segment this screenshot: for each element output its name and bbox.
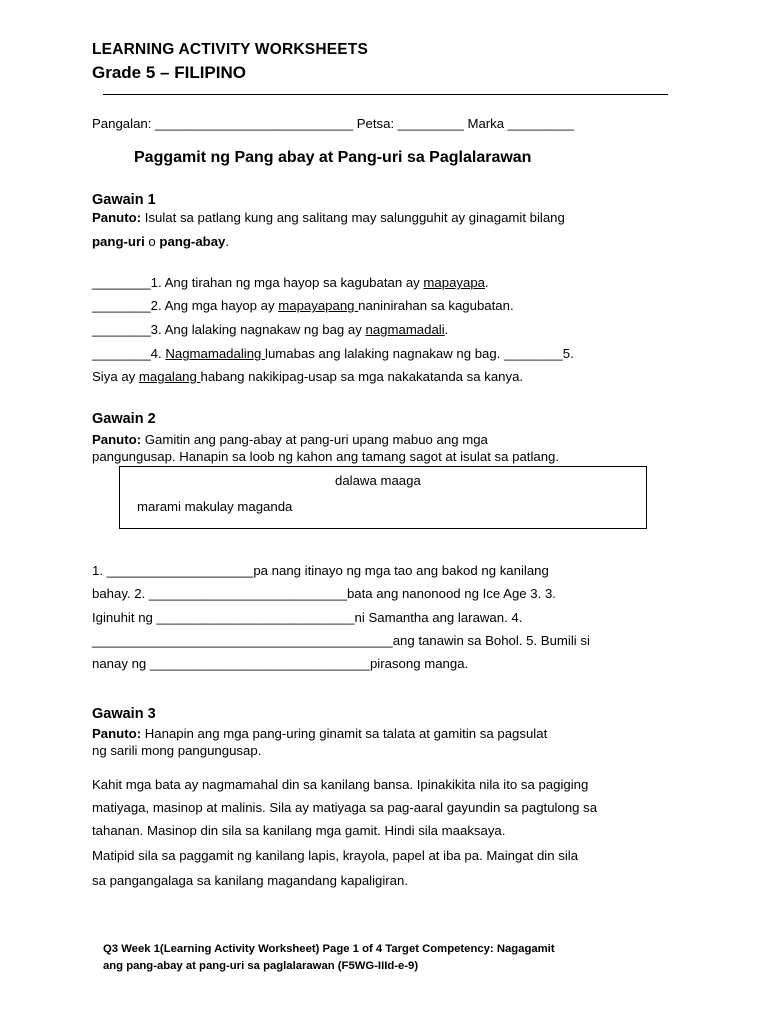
underlined-word: magalang (138, 369, 201, 384)
pang-uri-term: pang-uri (92, 234, 145, 249)
gawain1-item-3 (92, 322, 448, 337)
panuto-text: Hanapin ang mga pang-uring ginamit sa talata at gamitin sa pagsulat (141, 726, 548, 741)
gawain2-line-2: bahay. 2. ___________________________bata ang nanonood ng Ice Age 3. 3. (92, 586, 556, 601)
footer-line-2: ang pang-abay at pang-uri sa paglalarawan (F5WG-IIId-e-9) (103, 960, 419, 972)
paragraph-line-1: Kahit mga bata ay nagmamahal din sa kanilang bansa. Ipinakikita nila ito sa pagiging (92, 777, 589, 792)
paragraph-line-5: sa pangangalaga sa kanilang magandang kapaligiran. (92, 873, 409, 888)
gawain3-heading: Gawain 3 (92, 706, 156, 722)
item-text: ________1. Ang tirahan ng mga hayop sa kagubatan ay (92, 275, 424, 290)
gawain3-instruction-line2: ng sarili mong pangungusap. (92, 743, 262, 758)
panuto-text: Isulat sa patlang kung ang salitang may salungguhit ay ginagamit bilang (141, 210, 565, 225)
page-title: Paggamit ng Pang abay at Pang-uri sa Paglalarawan (134, 149, 532, 166)
grade-subject: Grade 5 – FILIPINO (92, 63, 246, 82)
gawain1-item-1 (92, 275, 489, 290)
gawain1-instruction (92, 210, 565, 225)
item-text: . (485, 275, 489, 290)
gawain1-heading: Gawain 1 (92, 192, 156, 208)
item-text: naninirahan sa kagubatan. (358, 298, 514, 313)
panuto-label: Panuto: (92, 210, 142, 225)
gawain1-item-5 (92, 369, 523, 384)
pang-abay-term: pang-abay (159, 234, 226, 249)
gawain2-heading: Gawain 2 (92, 411, 156, 427)
word-bank-line1: dalawa maaga (335, 473, 421, 488)
underlined-word: mapayapa (423, 275, 486, 290)
gawain2-instruction (92, 432, 488, 447)
gawain2-line-1: 1. ____________________pa nang itinayo ng mga tao ang bakod ng kanilang (92, 563, 549, 578)
gawain2-line-3: Iginuhit ng ___________________________ni Samantha ang larawan. 4. (92, 610, 523, 625)
item-text: ________3. Ang lalaking nagnakaw ng bag ay (92, 322, 366, 337)
underlined-word: nagmamadali (365, 322, 445, 337)
paragraph-line-3: tahanan. Masinop din sila sa kanilang mga gamit. Hindi sila maaksaya. (92, 823, 506, 838)
word-bank-box (119, 466, 647, 529)
item-text: habang nakikipag-usap sa mga nakakatanda sa kanya. (200, 369, 524, 384)
instr-connector: o (144, 234, 160, 249)
item-text: lumabas ang lalaking nagnakaw ng bag. ________5. (265, 346, 574, 361)
item-text: . (444, 322, 449, 337)
word-bank-line2: marami makulay maganda (137, 499, 293, 514)
gawain1-item-4 (92, 346, 574, 361)
underlined-word: Nagmamadaling (165, 346, 266, 361)
instr-end: . (225, 234, 230, 249)
paragraph-line-4: Matipid sila sa paggamit ng kanilang lapis, krayola, papel at iba pa. Maingat din sila (92, 848, 579, 863)
item-text: Siya ay (92, 369, 139, 384)
header-rule (103, 94, 668, 95)
panuto-label: Panuto: (92, 726, 142, 741)
worksheet-header: LEARNING ACTIVITY WORKSHEETS (92, 41, 369, 58)
item-text: ________2. Ang mga hayop ay (92, 298, 279, 313)
paragraph-line-2: matiyaga, masinop at malinis. Sila ay matiyaga sa pag-aaral gayundin sa pagtulong sa (92, 800, 598, 815)
panuto-text: Gamitin ang pang-abay at pang-uri upang mabuo ang mga (141, 432, 488, 447)
underlined-word: mapayapang (278, 298, 359, 313)
gawain3-instruction (92, 726, 547, 741)
student-info-line: Pangalan: ___________________________ Petsa: _________ Marka _________ (92, 116, 574, 131)
panuto-label: Panuto: (92, 432, 142, 447)
gawain1-item-2 (92, 298, 514, 313)
gawain1-instruction-line2 (92, 234, 229, 249)
footer-line-1: Q3 Week 1(Learning Activity Worksheet) Page 1 of 4 Target Competency: Nagagamit (103, 943, 555, 955)
gawain2-line-4: _________________________________________ang tanawin sa Bohol. 5. Bumili si (92, 633, 590, 648)
gawain2-instruction-line2: pangungusap. Hanapin sa loob ng kahon ang tamang sagot at isulat sa patlang. (92, 449, 560, 464)
item-text: ________4. (92, 346, 166, 361)
gawain2-line-5: nanay ng ______________________________pirasong manga. (92, 656, 469, 671)
